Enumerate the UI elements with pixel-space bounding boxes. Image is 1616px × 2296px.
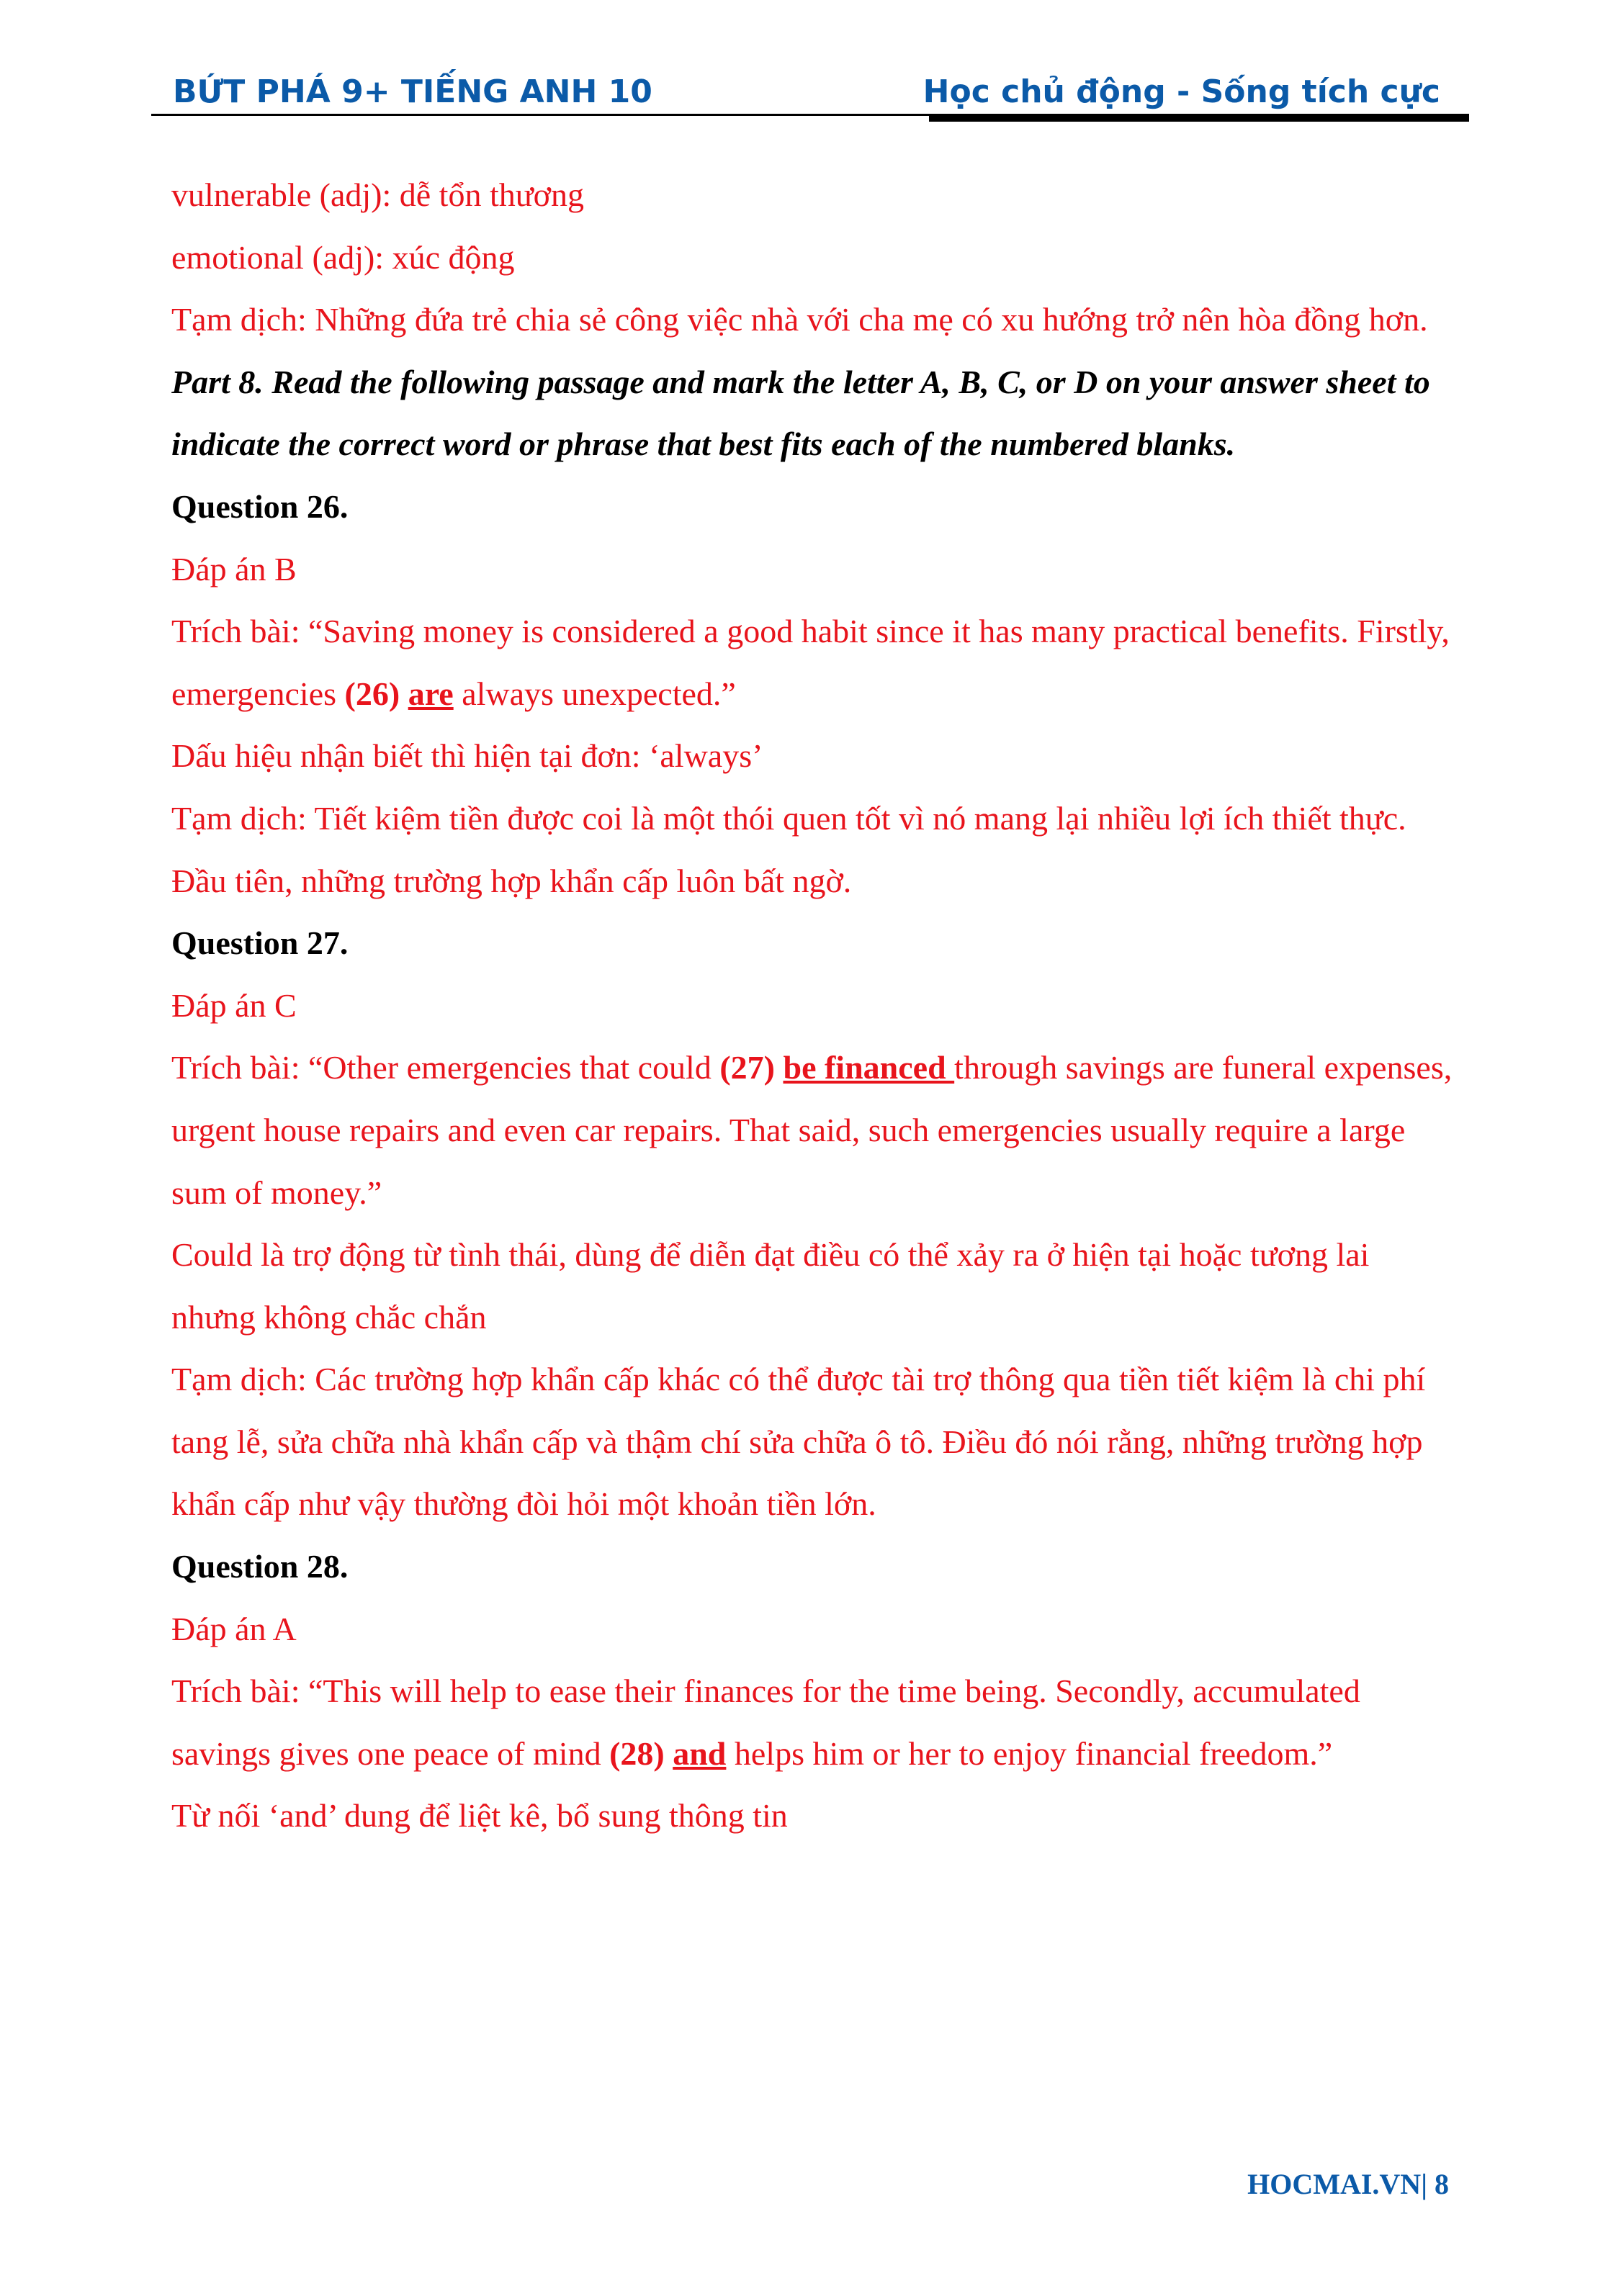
footer-site: HOCMAI.VN <box>1247 2168 1422 2200</box>
page-footer <box>1247 2167 1449 2201</box>
quote-before: Trích bài: “This will help to ease their finances for the time being. Secondly, accumulated savings gives one peace of mind <box>171 1673 1360 1772</box>
answer-key: Đáp án B <box>171 550 297 587</box>
answer-key: Đáp án A <box>171 1610 297 1647</box>
page-content <box>171 164 1460 1847</box>
header-title: BỨT PHÁ 9+ TIẾNG ANH 10 <box>173 73 652 110</box>
blank-number: (28) <box>609 1734 665 1772</box>
question-block-26 <box>171 476 1460 912</box>
footer-separator: | <box>1421 2168 1435 2200</box>
passage-quote <box>171 1037 1460 1224</box>
vocab-item: vulnerable (adj): dễ tổn thương <box>171 176 584 213</box>
explanation: Could là trợ động từ tình thái, dùng để diễn đạt điều có thể xảy ra ở hiện tại hoặc tương lai nhưng không chắc chắn <box>171 1236 1370 1336</box>
question-block-27 <box>171 912 1460 1536</box>
translation: Tạm dịch: Tiết kiệm tiền được coi là một thói quen tốt vì nó mang lại nhiều lợi ích thiết thực. Đầu tiên, những trường hợp khẩn cấp luôn bất ngờ. <box>171 799 1406 899</box>
page-header <box>151 73 1469 117</box>
passage-quote <box>171 1660 1460 1785</box>
explanation: Dấu hiệu nhận biết thì hiện tại đơn: ‘always’ <box>171 737 763 775</box>
header-slogan: Học chủ động - Sống tích cực <box>923 73 1440 110</box>
question-title: Question 27. <box>171 924 349 962</box>
blank-number: (27) <box>719 1049 775 1086</box>
question-title: Question 28. <box>171 1548 349 1585</box>
header-divider-accent <box>929 114 1469 122</box>
quote-before: Trích bài: “Saving money is considered a good habit since it has many practical benefits. Firstly, emergencies <box>171 613 1450 712</box>
blank-answer: be financed <box>783 1049 955 1086</box>
quote-after: always unexpected.” <box>453 675 736 712</box>
page-number: 8 <box>1435 2168 1449 2200</box>
quote-after: helps him or her to enjoy financial freedom.” <box>726 1734 1333 1772</box>
part-heading: Part 8. Read the following passage and mark the letter A, B, C, or D on your answer sheet to indicate the correct word or phrase that best fits each of the numbered blanks. <box>171 363 1430 463</box>
explanation: Từ nối ‘and’ dung để liệt kê, bổ sung thông tin <box>171 1797 788 1834</box>
answer-key: Đáp án C <box>171 986 297 1024</box>
passage-quote <box>171 600 1460 725</box>
vocab-item: emotional (adj): xúc động <box>171 238 515 276</box>
blank-answer: and <box>673 1734 727 1772</box>
question-block-28 <box>171 1536 1460 1847</box>
question-title: Question 26. <box>171 487 349 525</box>
quote-after: through savings are funeral expenses, urgent house repairs and even car repairs. That said, such emergencies usually require a large sum of money.” <box>171 1049 1453 1211</box>
quote-before: Trích bài: “Other emergencies that could <box>171 1049 720 1086</box>
translation: Tạm dịch: Các trường hợp khẩn cấp khác có thể được tài trợ thông qua tiền tiết kiệm là chi phí tang lễ, sửa chữa nhà khẩn cấp và thậm chí sửa chữa ô tô. Điều đó nói rằng, những trường hợp khẩn cấp như vậy thường đòi hỏi một khoản tiền lớn. <box>171 1361 1426 1523</box>
intro-translation: Tạm dịch: Những đứa trẻ chia sẻ công việc nhà với cha mẹ có xu hướng trở nên hòa đồng hơn. <box>171 301 1428 338</box>
blank-answer: are <box>408 675 454 712</box>
blank-number: (26) <box>344 675 400 712</box>
